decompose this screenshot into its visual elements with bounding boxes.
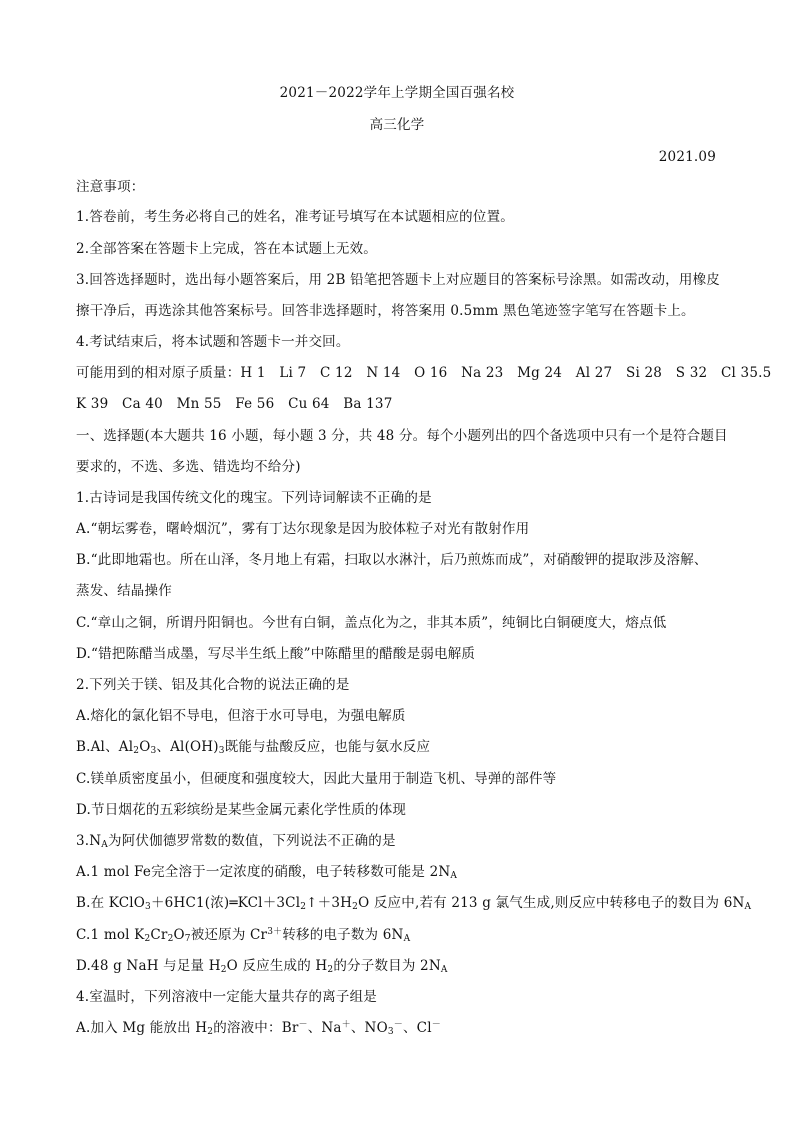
question-3-stem: $3.N_A$为阿伏伽德罗常数的数值，下列说法不正确的是 xyxy=(76,833,396,850)
section-heading-cont: 要求的，不选、多选、错选均不给分) xyxy=(76,459,301,475)
question-4-stem: 4.室温时，下列溶液中一定能大量共存的离子组是 xyxy=(76,989,377,1005)
notice-item-3-cont: 擦干净后，再选涂其他答案标号。回答非选择题时，将答案用 0.5mm 黑色笔迹签字笔写在答题卡上。 xyxy=(76,303,695,319)
question-1-stem: 1.古诗词是我国传统文化的瑰宝。下列诗词解读不正确的是 xyxy=(76,490,432,506)
question-2-stem: 2.下列关于镁、铝及其化合物的说法正确的是 xyxy=(76,677,350,693)
exam-date: 2021.09 xyxy=(658,149,716,165)
question-3-option-a: A.1 mol Fe完全溶于一定浓度的硝酸，电子转移数可能是 $2N_A$ xyxy=(76,864,458,881)
atomic-mass-line-1: 可能用到的相对原子质量：H 1 Li 7 C 12 N 14 O 16 Na 23 Mg 24 Al 27 Si 28 S 32 Cl 35.5 xyxy=(76,365,772,381)
exam-title: 2021－2022学年上学期全国百强名校 xyxy=(279,85,515,101)
notice-item-3: 3.回答选择题时，选出每小题答案后，用 2B 铅笔把答题卡上对应题目的答案标号涂黑。如需改动，用橡皮 xyxy=(76,272,720,288)
section-heading: 一、选择题(本大题共 16 小题，每小题 3 分，共 48 分。每个小题列出的四个备选项中只有一个是符合题目 xyxy=(76,428,728,444)
atomic-mass-line-2: K 39 Ca 40 Mn 55 Fe 56 Cu 64 Ba 137 xyxy=(76,396,393,412)
question-3-option-d: D.48 g NaH 与足量 $H_2O$ 反应生成的 $H_2$的分子数目为 $2N_A$ xyxy=(76,958,448,975)
question-2-option-c: C.镁单质密度虽小，但硬度和强度较大，因此大量用于制造飞机、导弹的部件等 xyxy=(76,771,557,787)
question-2-option-a: A.熔化的氯化铝不导电，但溶于水可导电，为强电解质 xyxy=(76,708,406,724)
notice-item-1: 1.答卷前，考生务必将自己的姓名，准考证号填写在本试题相应的位置。 xyxy=(76,209,514,225)
question-1-option-b: B.“此即地霜也。所在山泽，冬月地上有霜，扫取以水淋汁，后乃煎炼而成”，对硝酸钾的提取涉及溶解、 xyxy=(76,552,708,568)
notice-heading: 注意事项： xyxy=(76,179,145,195)
question-1-option-d: D.“错把陈醋当成墨，写尽半生纸上酸”中陈醋里的醋酸是弱电解质 xyxy=(76,646,476,662)
question-1-option-a: A.“朝坛雾卷，曙岭烟沉”，雾有丁达尔现象是因为胶体粒子对光有散射作用 xyxy=(76,521,530,537)
question-2-option-d: D.节日烟花的五彩缤纷是某些金属元素化学性质的体现 xyxy=(76,802,407,818)
notice-item-2: 2.全部答案在答题卡上完成，答在本试题上无效。 xyxy=(76,241,377,257)
question-3-option-b: B.在 KClO$_3$＋6HC1(浓)$═KCl+3Cl_2↑+3H_2O$ 反应中,若有 213 g 氯气生成,则反应中转移电子的数目为 $6N_A$ xyxy=(76,895,752,912)
question-1-option-b-cont: 蒸发、结晶操作 xyxy=(76,583,172,599)
exam-subject: 高三化学 xyxy=(369,117,425,133)
question-1-option-c: C.“章山之铜，所谓丹阳铜也。今世有白铜，盖点化为之，非其本质”，纯铜比白铜硬度大，熔点低 xyxy=(76,615,667,631)
question-4-option-a: A.加入 Mg 能放出 $H_2$的溶液中：Br－、Na＋、$NO_3^-$、Cl－ xyxy=(76,1020,441,1037)
question-3-option-c: C.1 mol $K_2Cr_2O_7$被还原为 $Cr^{3+}$转移的电子数为 $6N_A$ xyxy=(76,927,411,944)
notice-item-4: 4.考试结束后，将本试题和答题卡一并交回。 xyxy=(76,334,350,350)
question-2-option-b: B.Al、$Al_2O_3$、$Al(OH)_3$既能与盐酸反应，也能与氨水反应 xyxy=(76,739,431,756)
